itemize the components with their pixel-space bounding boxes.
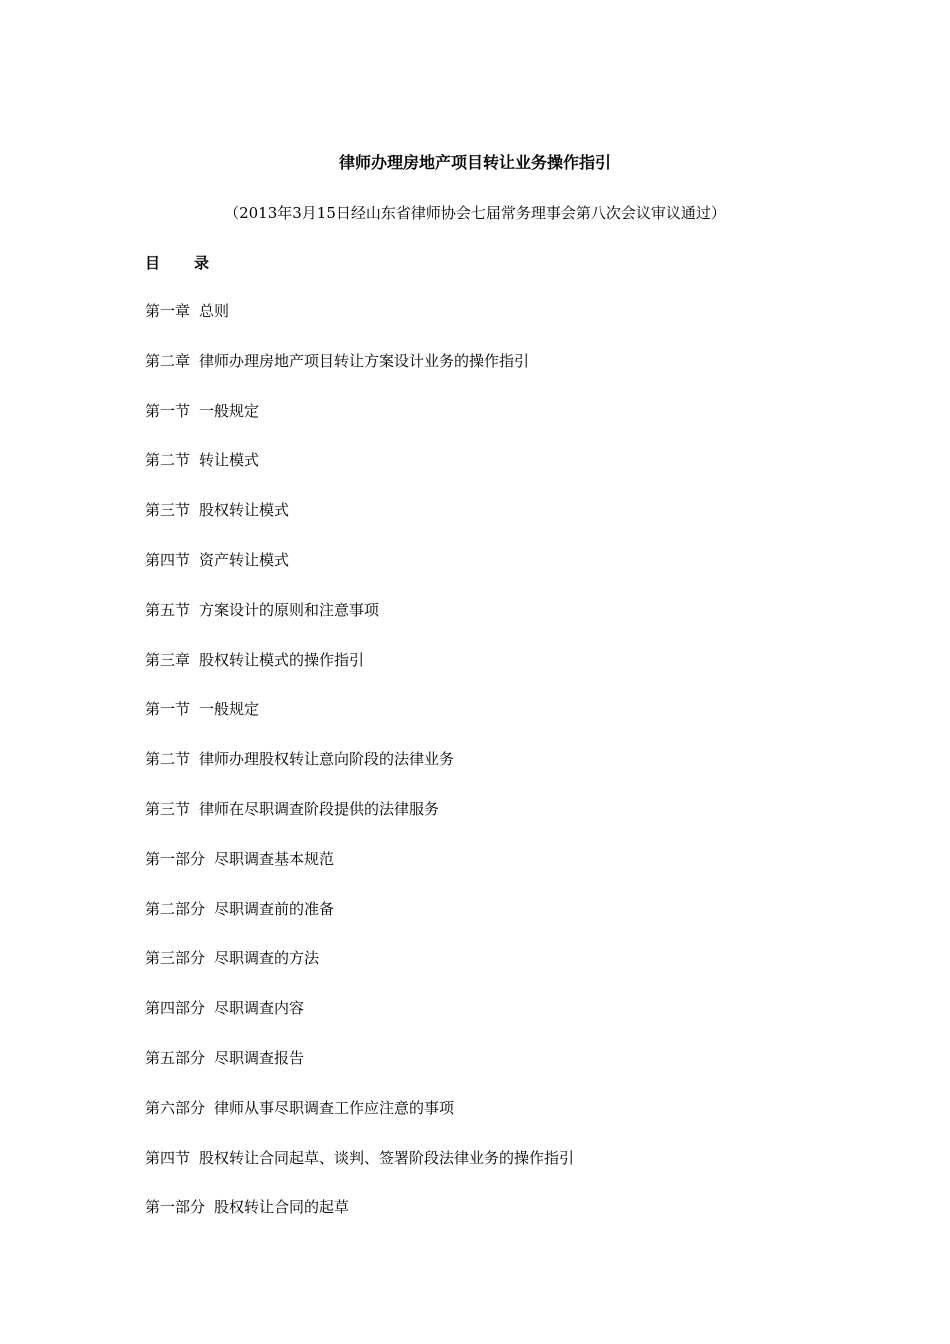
toc-item [145,1196,574,1246]
toc-item [145,499,574,549]
toc-item [145,748,574,798]
toc-item-number: 第四节 [145,550,191,569]
toc-item [145,997,574,1047]
toc-heading [145,252,209,274]
toc-item-text: 尽职调查的方法 [214,949,320,968]
toc-item [145,798,574,848]
toc-item [145,549,574,599]
toc-item [145,1147,574,1197]
document-subtitle: （2013年3月15日经山东省律师协会七届常务理事会第八次会议审议通过） [224,204,726,222]
toc-item-text: 总则 [199,302,230,320]
toc-item-number: 第三节 [145,799,191,818]
toc-item-number: 第二节 [145,750,191,769]
toc-item-text: 律师在尽职调查阶段提供的法律服务 [199,799,440,818]
toc-heading-right: 录 [194,254,210,272]
toc-item-text: 律师办理房地产项目转让方案设计业务的操作指引 [199,351,530,370]
toc-item [145,698,574,748]
toc-item-text: 股权转让模式的操作指引 [199,650,365,669]
toc-item-number: 第四节 [145,1148,191,1167]
toc-item-text: 转让模式 [199,451,260,470]
toc-item-text: 方案设计的原则和注意事项 [199,600,380,619]
toc-item [145,300,574,350]
toc-item-text: 股权转让合同的起草 [214,1198,350,1217]
toc-item-number: 第五部分 [145,1048,206,1067]
toc-item [145,449,574,499]
toc-item-number: 第一章 [145,302,191,320]
toc-item [145,400,574,450]
toc-item-number: 第一节 [145,700,191,719]
toc-item-text: 尽职调查内容 [214,999,305,1018]
toc-item-number: 第三节 [145,501,191,520]
toc-item [145,350,574,400]
toc-item-number: 第四部分 [145,999,206,1018]
toc-item-number: 第二节 [145,451,191,470]
toc-item [145,649,574,699]
toc-item-text: 尽职调查报告 [214,1048,305,1067]
toc-item-number: 第六部分 [145,1098,206,1117]
toc-item [145,848,574,898]
toc-item-number: 第三章 [145,650,191,669]
toc-list [145,300,574,1246]
toc-item [145,599,574,649]
toc-heading-left: 目 [145,254,161,272]
toc-item-text: 资产转让模式 [199,550,290,569]
toc-item-text: 律师从事尽职调查工作应注意的事项 [214,1098,455,1117]
toc-item-text: 股权转让合同起草、谈判、签署阶段法律业务的操作指引 [199,1148,575,1167]
toc-item-text: 一般规定 [199,401,260,420]
toc-item-text: 尽职调查基本规范 [214,849,335,868]
toc-item-number: 第五节 [145,600,191,619]
toc-item-text: 尽职调查前的准备 [214,899,335,918]
toc-item [145,1047,574,1097]
toc-item-text: 律师办理股权转让意向阶段的法律业务 [199,750,455,769]
toc-item-text: 一般规定 [199,700,260,719]
document-title: 律师办理房地产项目转让业务操作指引 [338,153,611,172]
toc-item [145,1097,574,1147]
toc-item [145,947,574,997]
toc-item-number: 第二章 [145,351,191,370]
toc-item-number: 第一节 [145,401,191,420]
toc-item-number: 第三部分 [145,949,206,968]
toc-item-number: 第二部分 [145,899,206,918]
toc-item [145,898,574,948]
toc-item-number: 第一部分 [145,1198,206,1217]
toc-item-number: 第一部分 [145,849,206,868]
toc-item-text: 股权转让模式 [199,501,290,520]
